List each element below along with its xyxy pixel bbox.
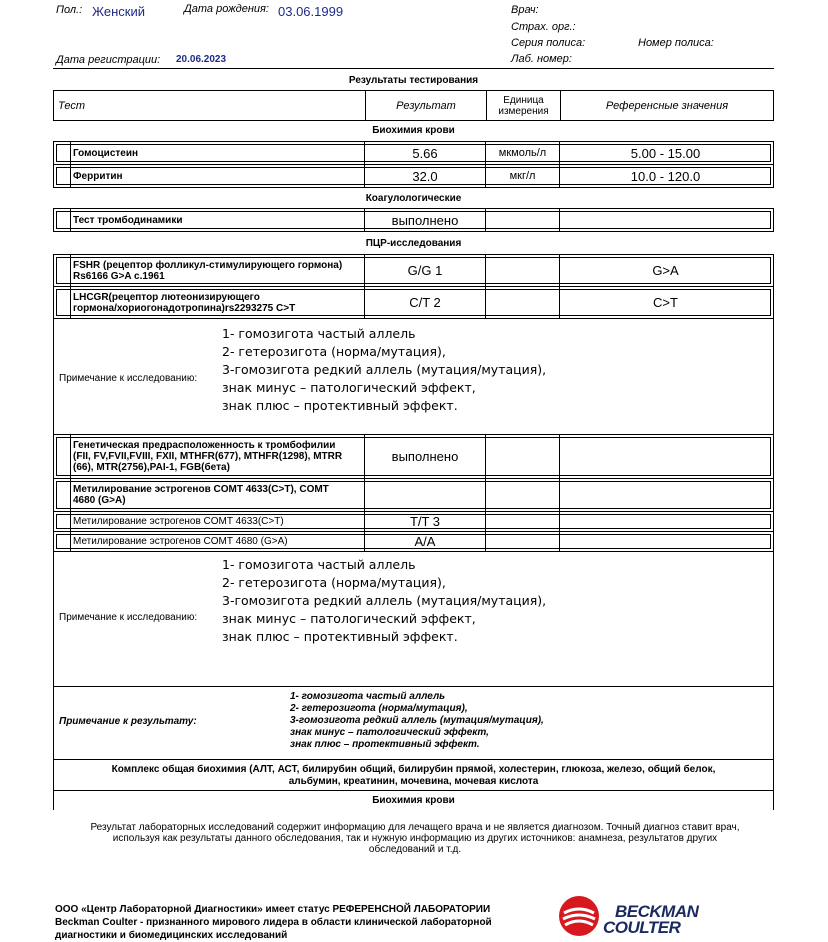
- row-test-name: [71, 255, 364, 286]
- col-unit: [487, 91, 560, 120]
- table-header: [53, 90, 774, 121]
- col-test: Тест: [58, 99, 86, 112]
- test-name-line: Генетическая предрасположенность к тромбофилии: [73, 440, 336, 451]
- dob-value: 03.06.1999: [278, 4, 344, 19]
- row-unit: мкмоль/л: [498, 147, 547, 159]
- test-name-line: Метилирование эстрогенов COMT 4633(C>T), COMT: [73, 484, 329, 495]
- row-reference: C>T: [653, 295, 678, 310]
- result-note-line: 1- гомозигота частый аллель: [290, 691, 446, 702]
- registration-value: 20.06.2023: [176, 54, 227, 65]
- table-row: [53, 478, 774, 512]
- note-lines: [222, 325, 546, 415]
- note-line: 2- гетерозигота (норма/мутация),: [222, 575, 446, 590]
- row-test-name: Гомоцистеин: [73, 147, 139, 159]
- row-reference: G>A: [652, 263, 679, 278]
- row-reference: 5.00 - 15.00: [630, 145, 701, 161]
- test-name-line: LHCGR(рецептор лютеонизирующего: [73, 291, 260, 303]
- footer-text: [55, 903, 492, 942]
- row-unit: мкг/л: [509, 170, 536, 182]
- section-coag: Коагулологические: [365, 193, 462, 204]
- col-unit-line2: измерения: [498, 105, 549, 117]
- row-test-name: Ферритин: [73, 170, 123, 182]
- header-divider: [53, 68, 774, 69]
- footer-line: Beckman Coulter - признанного мирового лидера в области клинической лабораторной: [55, 917, 492, 928]
- logo-word: COULTER: [603, 918, 681, 937]
- complex-line: Комплекс общая биохимия (АЛТ, АСТ, билирубин общий, билирубин прямой, холестерин, глюкоза, железо, общий белок,: [111, 764, 716, 775]
- row-test-name: Метилирование эстрогенов COMT 4633(C>T): [73, 516, 284, 527]
- note-lines: [222, 556, 546, 646]
- table-row: [53, 254, 774, 287]
- result-note-line: знак минус – патологический эффект,: [290, 727, 489, 738]
- registration-label: Дата регистрации:: [56, 54, 161, 66]
- test-name-line: FSHR (рецептор фолликул-стимулирующего гормона): [73, 259, 343, 271]
- gender-label: Пол.:: [56, 4, 83, 16]
- row-result: выполнено: [391, 212, 459, 228]
- row-reference: 10.0 - 120.0: [630, 168, 701, 184]
- result-note-block: [53, 686, 774, 760]
- doctor-label: Врач:: [511, 4, 539, 16]
- note-line: знак плюс – протективный эффект.: [222, 629, 458, 644]
- note-block: [53, 318, 774, 435]
- dob-label: Дата рождения:: [184, 3, 269, 15]
- table-row: [53, 531, 774, 552]
- row-test-name: Метилирование эстрогенов COMT 4680 (G>A): [73, 536, 288, 547]
- row-test-name: [71, 435, 364, 478]
- results-title: Результаты тестирования: [348, 75, 479, 86]
- test-name-line: (FII, FV,FVII,FVIII, FXII, MTHFR(677), MTHFR(1298), MTRR: [73, 451, 343, 462]
- note-label: Примечание к исследованию:: [59, 612, 198, 623]
- section-biochem: Биохимия крови: [372, 125, 455, 136]
- row-result: 32.0: [412, 168, 438, 184]
- logo-wordmark: [603, 902, 699, 937]
- footer-line: ООО «Центр Лабораторной Диагностики» имеет статус РЕФЕРЕНСНОЙ ЛАБОРАТОРИИ: [55, 904, 491, 915]
- note-line: 2- гетерозигота (норма/мутация),: [222, 344, 446, 359]
- row-result: T/T 3: [409, 514, 441, 529]
- row-test-name: [71, 287, 364, 318]
- result-note-lines: [290, 691, 544, 751]
- row-result: 5.66: [412, 145, 438, 161]
- note-line: 3-гомозигота редкий аллель (мутация/мутация),: [222, 362, 547, 377]
- table-row: [53, 208, 774, 232]
- gender-value: Женский: [92, 4, 145, 19]
- row-result: выполнено: [391, 449, 459, 464]
- table-row: [53, 511, 774, 532]
- result-note-label: Примечание к результату:: [59, 716, 197, 727]
- col-unit-line1: Единица: [503, 94, 544, 106]
- note-label: Примечание к исследованию:: [59, 373, 198, 384]
- beckman-logo-icon: [558, 894, 602, 938]
- table-row: [53, 164, 774, 188]
- note-line: 1- гомозигота частый аллель: [222, 557, 416, 572]
- note-line: знак минус – патологический эффект,: [222, 380, 476, 395]
- col-result: Результат: [396, 99, 456, 112]
- test-name-line: (66), MTR(2756),PAI-1, FGB(бета): [73, 462, 230, 473]
- test-name-line: Rs6166 G>A c.1961: [73, 270, 165, 282]
- note-line: 3-гомозигота редкий аллель (мутация/мутация),: [222, 593, 547, 608]
- note-line: 1- гомозигота частый аллель: [222, 326, 416, 341]
- col-reference: Референсные значения: [605, 99, 729, 112]
- table-row: [53, 141, 774, 165]
- insurer-label: Страх. орг.:: [511, 21, 576, 33]
- section-pcr: ПЦР-исследования: [365, 238, 462, 249]
- result-note-line: знак плюс – протективный эффект.: [290, 739, 480, 750]
- disclaimer-line: используя как результаты данного обследования, так и нужную информацию из других источников: анамнеза, результатов других: [112, 833, 718, 844]
- policy-series-label: Серия полиса:: [511, 37, 586, 49]
- note-block: [53, 551, 774, 687]
- result-note-line: 2- гетерозигота (норма/мутация),: [290, 703, 468, 714]
- note-line: знак плюс – протективный эффект.: [222, 398, 458, 413]
- result-note-line: 3-гомозигота редкий аллель (мутация/мутация),: [290, 715, 544, 726]
- row-test-name: [71, 479, 364, 511]
- table-row: [53, 286, 774, 319]
- section-biochem-2: Биохимия крови: [372, 795, 455, 806]
- table-row: [53, 434, 774, 479]
- disclaimer: [40, 822, 790, 855]
- policy-number-label: Номер полиса:: [638, 37, 714, 49]
- note-line: знак минус – патологический эффект,: [222, 611, 476, 626]
- complex-biochem-header: [53, 759, 774, 791]
- row-result: G/G 1: [407, 263, 443, 278]
- lab-number-label: Лаб. номер:: [511, 53, 572, 65]
- row-result: C/T 2: [409, 295, 441, 310]
- disclaimer-line: обследований и т.д.: [368, 844, 462, 855]
- row-test-name: Тест тромбодинамики: [73, 214, 183, 226]
- footer-line: диагностики и биомедицинских исследований: [55, 930, 288, 941]
- beckman-coulter-logo: [558, 894, 708, 938]
- test-name-line: 4680 (G>A): [73, 495, 126, 506]
- complex-line: альбумин, креатинин, мочевина, мочевая кислота: [288, 776, 539, 787]
- row-result: A/A: [414, 534, 436, 549]
- disclaimer-line: Результат лабораторных исследований содержит информацию для лечащего врача и не является диагнозом. Точный диагноз ставит врач,: [90, 822, 740, 833]
- logo-word: BECKMAN: [615, 902, 699, 921]
- test-name-line: гормона/хориогонадотропина)rs2293275 C>T: [73, 302, 296, 314]
